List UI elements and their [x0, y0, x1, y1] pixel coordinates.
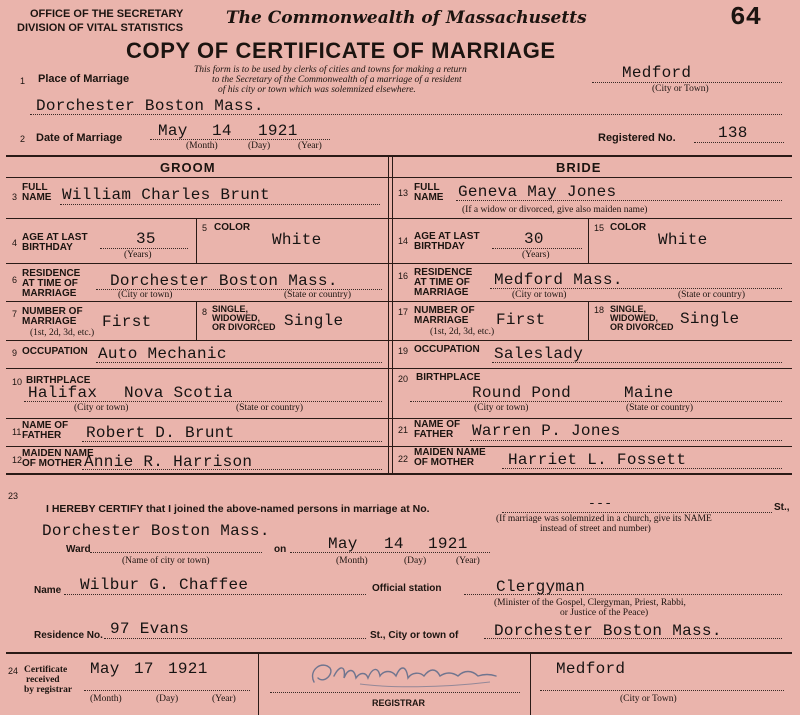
bride-mother: Harriet L. Fossett — [508, 451, 687, 469]
registered-label: Registered No. — [598, 132, 676, 144]
marriage-month: May — [158, 122, 188, 140]
bride-status: Single — [680, 310, 740, 328]
received-label-2: received — [26, 675, 60, 685]
date-month-hint: (Month) — [186, 141, 218, 151]
field-number-19: 19 — [398, 346, 409, 356]
groom-marriage-number: First — [102, 313, 152, 331]
groom-status: Single — [284, 312, 344, 330]
bride-marriage-number: First — [496, 311, 546, 329]
received-day: 17 — [134, 660, 154, 678]
bride-status-label-3: OR DIVORCED — [610, 322, 674, 332]
date-label: Date of Marriage — [36, 132, 123, 144]
bride-city-hint: (City or town) — [512, 290, 567, 300]
groom-res-label-3: MARRIAGE — [22, 288, 77, 299]
received-label-1: Certificate — [24, 665, 68, 675]
bride-mother-label-1: MAIDEN NAME — [414, 447, 486, 458]
field-number-20: 20 — [398, 374, 409, 384]
groom-age-label-1: AGE AT LAST — [22, 232, 88, 243]
bride-marr-label-2: MARRIAGE — [414, 315, 469, 326]
official-station-label: Official station — [372, 583, 442, 594]
certify-month: May — [328, 535, 358, 553]
groom-header: GROOM — [160, 160, 216, 175]
received-label-3: by registrar — [24, 685, 73, 695]
groom-birth-label: BIRTHPLACE — [26, 375, 91, 386]
field-number-9: 9 — [12, 348, 18, 358]
field-number-7: 7 — [12, 309, 18, 319]
field-number-13: 13 — [398, 188, 409, 198]
bride-age: 30 — [524, 230, 544, 248]
bride-father: Warren P. Jones — [472, 422, 621, 440]
certify-no-value: --- — [588, 496, 613, 511]
registrar-signature — [300, 654, 510, 694]
church-hint-2: instead of street and number) — [540, 524, 651, 534]
bride-status-label-1: SINGLE, — [610, 304, 647, 314]
groom-status-label-3: OR DIVORCED — [212, 322, 276, 332]
registrar-label: REGISTRAR — [372, 698, 426, 708]
field-number-11: 11 — [12, 427, 22, 437]
groom-marr-hint: (1st, 2d, 3d, etc.) — [30, 328, 95, 338]
field-number-5: 5 — [202, 223, 208, 233]
received-day-hint: (Day) — [156, 694, 179, 704]
groom-marr-label-2: MARRIAGE — [22, 316, 77, 327]
bride-res-label-1: RESIDENCE — [414, 267, 473, 278]
bride-marr-label-1: NUMBER OF — [414, 305, 475, 316]
officiant-name-label: Name — [34, 585, 62, 596]
field-number-14: 14 — [398, 236, 409, 246]
station-hint-1: (Minister of the Gospel, Clergyman, Priest, Rabbi, — [494, 598, 686, 608]
groom-age-label-2: BIRTHDAY — [22, 242, 73, 253]
groom-mother: Annie R. Harrison — [84, 453, 253, 471]
field-number-4: 4 — [12, 238, 18, 248]
place-town-value: Medford — [622, 64, 692, 82]
field-number-2: 2 — [20, 134, 26, 144]
certify-city-hint: (Name of city or town) — [122, 556, 210, 566]
place-value: Dorchester Boston Mass. — [36, 97, 264, 115]
certify-day-hint: (Day) — [404, 556, 427, 566]
received-year: 1921 — [168, 660, 208, 678]
groom-city-hint: (City or town) — [118, 290, 173, 300]
bride-marr-hint: (1st, 2d, 3d, etc.) — [430, 327, 495, 337]
bride-years-hint: (Years) — [522, 250, 550, 260]
bride-father-label-2: FATHER — [414, 429, 454, 440]
bride-color: White — [658, 231, 708, 249]
instructions-line-1: This form is to be used by clerks of cities and towns for making a return — [194, 65, 467, 75]
instructions-line-3: of his city or town which was solemnized elsewhere. — [218, 85, 416, 95]
groom-res-label-1: RESIDENCE — [22, 268, 81, 279]
bride-occupation: Saleslady — [494, 345, 584, 363]
certify-year-hint: (Year) — [456, 556, 480, 566]
commonwealth-heading: The Commonwealth of Massachusetts — [226, 8, 587, 28]
groom-color-label: COLOR — [214, 222, 251, 233]
bride-birth-label: BIRTHPLACE — [416, 372, 481, 383]
office-line-1: OFFICE OF THE SECRETARY — [30, 8, 184, 20]
bride-name-label-1: FULL — [414, 182, 440, 193]
field-number-22: 22 — [398, 454, 409, 464]
ward-label: Ward — [66, 544, 91, 555]
residence-town: Dorchester Boston Mass. — [494, 622, 722, 640]
received-month: May — [90, 660, 120, 678]
bride-status-label-2: WIDOWED, — [610, 313, 658, 323]
groom-birth-city-hint: (City or town) — [74, 403, 129, 413]
bride-header: BRIDE — [556, 160, 602, 175]
bride-age-label-2: BIRTHDAY — [414, 241, 465, 252]
received-town-hint: (City or Town) — [620, 694, 677, 704]
groom-marr-label-1: NUMBER OF — [22, 306, 83, 317]
bride-name-label-2: NAME — [414, 192, 444, 203]
field-number-15: 15 — [594, 223, 605, 233]
certify-on-label: on — [274, 544, 287, 555]
bride-maiden-hint: (If a widow or divorced, give also maiden name) — [462, 205, 648, 215]
field-number-8: 8 — [202, 307, 208, 317]
groom-father-label-2: FATHER — [22, 430, 62, 441]
official-station: Clergyman — [496, 578, 586, 596]
st-city-label: St., City or town of — [370, 630, 459, 641]
certify-year: 1921 — [428, 535, 468, 553]
groom-residence: Dorchester Boston Mass. — [110, 272, 338, 290]
groom-state-hint: (State or country) — [284, 290, 352, 300]
groom-occupation: Auto Mechanic — [98, 345, 227, 363]
officiant-name: Wilbur G. Chaffee — [80, 576, 249, 594]
certify-city: Dorchester Boston Mass. — [42, 522, 270, 540]
field-number-6: 6 — [12, 275, 18, 285]
certify-month-hint: (Month) — [336, 556, 368, 566]
date-year-hint: (Year) — [298, 141, 322, 151]
groom-mother-label-1: MAIDEN NAME — [22, 448, 94, 459]
groom-status-label-2: WIDOWED, — [212, 313, 260, 323]
certify-st-label: St., — [774, 502, 790, 513]
groom-color: White — [272, 231, 322, 249]
instructions-line-2: to the Secretary of the Commonwealth of a marriage of a resident — [212, 75, 462, 85]
page-number: 64 — [730, 2, 762, 32]
bride-birth-city-hint: (City or town) — [474, 403, 529, 413]
bride-color-label: COLOR — [610, 222, 647, 233]
groom-res-label-2: AT TIME OF — [22, 278, 78, 289]
place-label: Place of Marriage — [38, 73, 130, 85]
residence-label: Residence No. — [34, 630, 103, 641]
bride-age-label-1: AGE AT LAST — [414, 231, 480, 242]
groom-name: William Charles Brunt — [62, 186, 270, 204]
office-line-2: DIVISION OF VITAL STATISTICS — [17, 22, 184, 34]
bride-birth-city: Round Pond — [472, 384, 572, 402]
received-year-hint: (Year) — [212, 694, 236, 704]
groom-age: 35 — [136, 230, 156, 248]
marriage-year: 1921 — [258, 122, 298, 140]
field-number-17: 17 — [398, 307, 409, 317]
field-number-10: 10 — [12, 377, 23, 387]
bride-state-hint: (State or country) — [678, 290, 746, 300]
field-number-1: 1 — [20, 76, 26, 86]
certify-text: I HEREBY CERTIFY that I joined the above-named persons in marriage at No. — [46, 503, 430, 515]
groom-father: Robert D. Brunt — [86, 424, 235, 442]
groom-status-label-1: SINGLE, — [212, 304, 249, 314]
field-number-3: 3 — [12, 192, 18, 202]
bride-father-label-1: NAME OF — [414, 419, 461, 430]
field-number-23: 23 — [8, 491, 19, 501]
field-number-12: 12 — [12, 455, 23, 465]
field-number-18: 18 — [594, 305, 605, 315]
groom-mother-label-2: OF MOTHER — [22, 458, 82, 469]
bride-occ-label: OCCUPATION — [414, 344, 480, 355]
bride-name: Geneva May Jones — [458, 183, 617, 201]
date-day-hint: (Day) — [248, 141, 271, 151]
groom-father-label-1: NAME OF — [22, 420, 69, 431]
residence-number: 97 Evans — [110, 620, 190, 638]
bride-birth-state-hint: (State or country) — [626, 403, 694, 413]
field-number-16: 16 — [398, 271, 409, 281]
groom-name-label-1: FULL — [22, 182, 48, 193]
groom-occ-label: OCCUPATION — [22, 346, 88, 357]
bride-res-label-2: AT TIME OF — [414, 277, 470, 288]
page-title: COPY OF CERTIFICATE OF MARRIAGE — [126, 38, 556, 63]
groom-birth-city: Halifax — [28, 384, 98, 402]
groom-name-label-2: NAME — [22, 192, 52, 203]
received-town: Medford — [556, 660, 626, 678]
field-number-21: 21 — [398, 425, 409, 435]
groom-birth-state: Nova Scotia — [124, 384, 233, 402]
bride-mother-label-2: OF MOTHER — [414, 457, 474, 468]
received-month-hint: (Month) — [90, 694, 122, 704]
place-town-hint: (City or Town) — [652, 84, 709, 94]
station-hint-2: or Justice of the Peace) — [560, 608, 649, 618]
marriage-day: 14 — [212, 122, 232, 140]
groom-years-hint: (Years) — [124, 250, 152, 260]
field-number-24: 24 — [8, 666, 19, 676]
groom-birth-state-hint: (State or country) — [236, 403, 304, 413]
certify-day: 14 — [384, 535, 404, 553]
church-hint-1: (If marriage was solemnized in a church, give its NAME — [496, 514, 712, 524]
bride-birth-state: Maine — [624, 384, 674, 402]
bride-res-label-3: MARRIAGE — [414, 287, 469, 298]
bride-residence: Medford Mass. — [494, 271, 623, 289]
registered-value: 138 — [718, 124, 748, 142]
